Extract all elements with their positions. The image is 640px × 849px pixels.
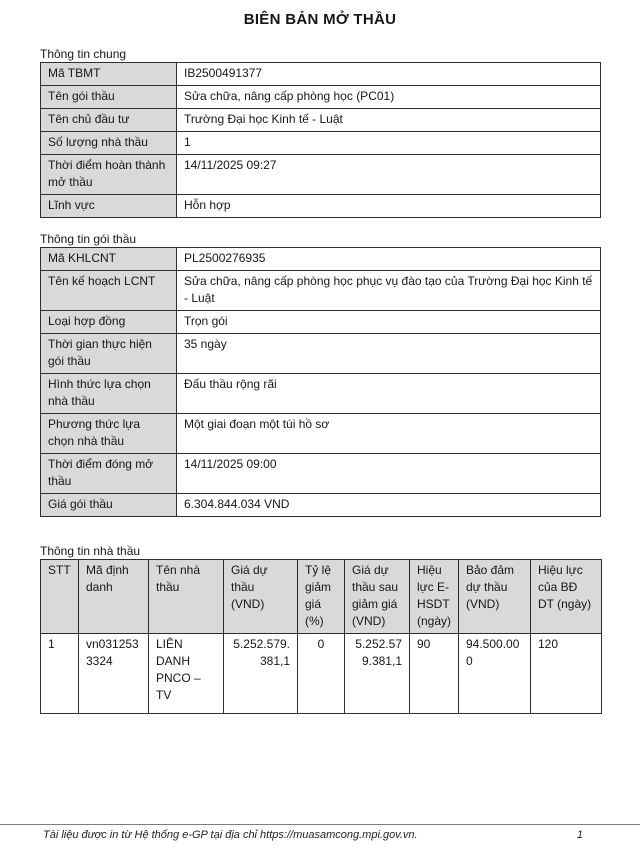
- bidder-id: vn0312533324: [79, 634, 149, 714]
- column-header-price-after-discount: Giá dự thầu sau giảm giá (VND): [345, 560, 410, 634]
- bidder-bid-price: 5.252.579.381,1: [224, 634, 298, 714]
- page-number: 1: [576, 829, 583, 841]
- bidders-header-row: [41, 560, 602, 634]
- row-value: 6.304.844.034 VND: [177, 494, 601, 517]
- bidder-validity: 90: [410, 634, 459, 714]
- row-label: Thời điểm đóng mở thầu: [41, 454, 177, 494]
- row-value: 14/11/2025 09:00: [177, 454, 601, 494]
- table-row: [41, 155, 601, 195]
- row-label: Số lượng nhà thầu: [41, 132, 177, 155]
- column-header-validity: Hiệu lực E-HSDT (ngày): [410, 560, 459, 634]
- section-heading-general: Thông tin chung: [40, 47, 127, 61]
- page-footer: [0, 824, 640, 841]
- row-label: Tên kế hoạch LCNT: [41, 271, 177, 311]
- column-header-bid-price: Giá dự thầu (VND): [224, 560, 298, 634]
- footer-note: Tài liệu được in từ Hệ thống e-GP tại địa chỉ https://muasamcong.mpi.gov.vn.: [43, 829, 418, 841]
- row-label: Phương thức lựa chọn nhà thầu: [41, 414, 177, 454]
- table-row: [41, 132, 601, 155]
- row-label: Mã TBMT: [41, 63, 177, 86]
- bidder-stt: 1: [41, 634, 79, 714]
- column-header-discount: Tỷ lệ giảm giá (%): [298, 560, 345, 634]
- table-row: [41, 414, 601, 454]
- document-content: [40, 47, 601, 714]
- table-row: [41, 374, 601, 414]
- row-value: Một giai đoạn một túi hồ sơ: [177, 414, 601, 454]
- table-row: [41, 248, 601, 271]
- bidders-table: [40, 559, 602, 714]
- row-value: Hỗn hợp: [177, 195, 601, 218]
- table-row: [41, 86, 601, 109]
- table-row: [41, 454, 601, 494]
- row-label: Loại hợp đồng: [41, 311, 177, 334]
- bidder-row: [41, 634, 602, 714]
- row-label: Giá gói thầu: [41, 494, 177, 517]
- table-row: [41, 109, 601, 132]
- package-info-table: [40, 247, 601, 517]
- column-header-id: Mã định danh: [79, 560, 149, 634]
- bidder-bid-security: 94.500.000: [459, 634, 531, 714]
- bidder-discount: 0: [298, 634, 345, 714]
- column-header-stt: STT: [41, 560, 79, 634]
- table-row: [41, 271, 601, 311]
- table-row: [41, 494, 601, 517]
- row-value: IB2500491377: [177, 63, 601, 86]
- row-value: Đấu thầu rộng rãi: [177, 374, 601, 414]
- section-heading-bidders: Thông tin nhà thầu: [40, 544, 141, 558]
- row-label: Thời điểm hoàn thành mở thầu: [41, 155, 177, 195]
- table-row: [41, 195, 601, 218]
- row-label: Hình thức lựa chọn nhà thầu: [41, 374, 177, 414]
- row-value: 35 ngày: [177, 334, 601, 374]
- row-value: 1: [177, 132, 601, 155]
- row-label: Mã KHLCNT: [41, 248, 177, 271]
- section-heading-package: Thông tin gói thầu: [40, 232, 137, 246]
- row-label: Lĩnh vực: [41, 195, 177, 218]
- bidder-security-validity: 120: [531, 634, 602, 714]
- column-header-name: Tên nhà thầu: [149, 560, 224, 634]
- row-value: PL2500276935: [177, 248, 601, 271]
- column-header-bid-security: Bảo đảm dự thầu (VND): [459, 560, 531, 634]
- row-value: Sửa chữa, nâng cấp phòng học phục vụ đào tạo của Trường Đại học Kinh tế - Luật: [177, 271, 601, 311]
- general-info-table: [40, 62, 601, 218]
- row-label: Thời gian thực hiện gói thầu: [41, 334, 177, 374]
- row-value: Trọn gói: [177, 311, 601, 334]
- table-row: [41, 311, 601, 334]
- bidder-name: LIÊN DANH PNCO – TV: [149, 634, 224, 714]
- row-value: Trường Đại học Kinh tế - Luật: [177, 109, 601, 132]
- table-row: [41, 334, 601, 374]
- bidder-price-after-discount: 5.252.579.381,1: [345, 634, 410, 714]
- row-value: Sửa chữa, nâng cấp phòng học (PC01): [177, 86, 601, 109]
- row-value: 14/11/2025 09:27: [177, 155, 601, 195]
- row-label: Tên gói thầu: [41, 86, 177, 109]
- table-row: [41, 63, 601, 86]
- page-title: BIÊN BẢN MỞ THẦU: [243, 11, 397, 28]
- column-header-security-validity: Hiệu lực của BĐ DT (ngày): [531, 560, 602, 634]
- row-label: Tên chủ đầu tư: [41, 109, 177, 132]
